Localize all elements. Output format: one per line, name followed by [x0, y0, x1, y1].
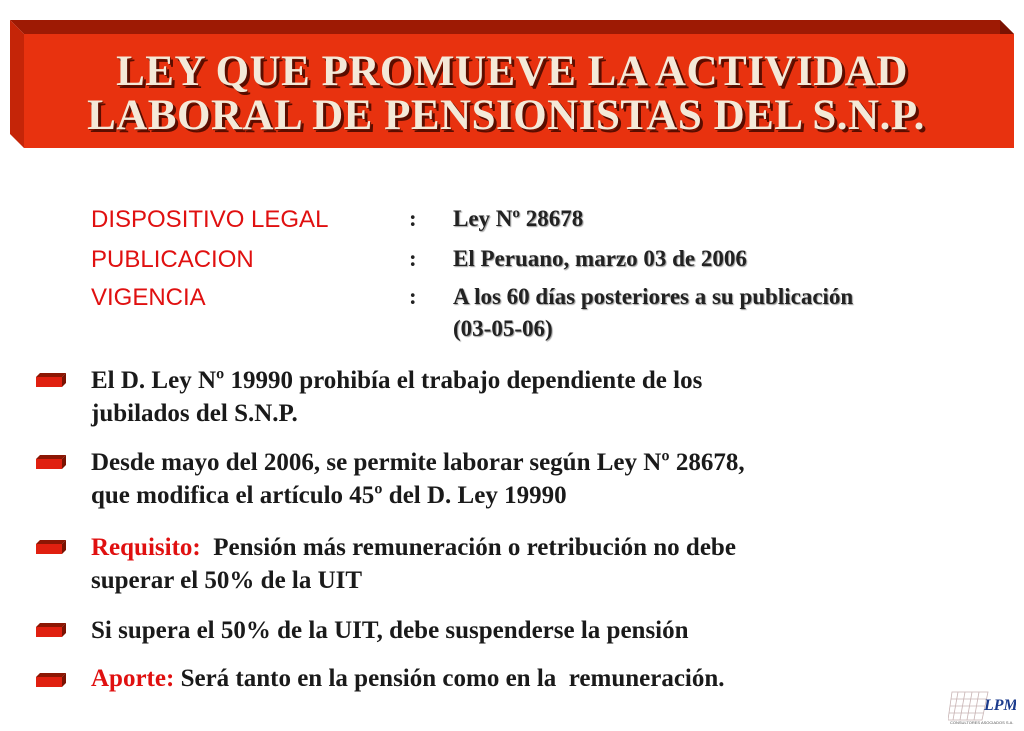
bullet-5-line-1: Será tanto en la pensión como en la remuneración. — [174, 665, 725, 692]
bullet-3-line-1: Pensión más remuneración o retribución no debe — [200, 534, 736, 561]
title-line-1: LEY QUE PROMUEVE LA ACTIVIDAD — [116, 48, 908, 95]
publicacion-colon: : — [409, 246, 417, 271]
bullet-icon — [36, 455, 66, 469]
bullet-icon — [36, 373, 66, 387]
requisito-label: Requisito: — [91, 534, 201, 561]
lpm-logo — [948, 690, 1016, 726]
bullet-2-line-2: que modifica el artículo 45º del D. Ley 19990 — [91, 482, 567, 509]
bullet-3-line-2: superar el 50% de la UIT — [91, 567, 363, 594]
bullet-item-4 — [91, 614, 991, 647]
dispositivo-label: DISPOSITIVO LEGAL — [91, 206, 329, 233]
vigencia-value-line2: (03-05-06) — [453, 316, 553, 341]
vigencia-value-line1: A los 60 días posteriores a su publicación — [453, 284, 854, 309]
vigencia-label: VIGENCIA — [91, 284, 206, 311]
bullet-4-line-1: Si supera el 50% de la UIT, debe suspenderse la pensión — [91, 617, 689, 644]
bullet-1-line-2: jubilados del S.N.P. — [91, 400, 298, 427]
bullet-item-3 — [91, 531, 991, 597]
bullet-icon — [36, 623, 66, 637]
bullet-icon — [36, 673, 66, 687]
page-title — [0, 50, 1024, 138]
publicacion-value: El Peruano, marzo 03 de 2006 — [453, 246, 747, 271]
logo-text: LPM — [984, 697, 1016, 714]
aporte-label: Aporte: — [91, 665, 175, 692]
bullet-item-1 — [91, 364, 991, 430]
title-line-2: LABORAL DE PENSIONISTAS DEL S.N.P. — [87, 92, 925, 139]
bullet-icon — [36, 540, 66, 554]
bullet-item-5 — [91, 662, 991, 695]
publicacion-label: PUBLICACION — [91, 246, 254, 273]
dispositivo-colon: : — [409, 206, 417, 231]
dispositivo-value: Ley Nº 28678 — [453, 206, 584, 231]
vigencia-colon: : — [409, 284, 417, 309]
bullet-2-line-1: Desde mayo del 2006, se permite laborar según Ley Nº 28678, — [91, 449, 745, 476]
logo-subtext: CONSULTORES ASOCIADOS S.A. — [950, 720, 1014, 725]
bullet-1-line-1: El D. Ley Nº 19990 prohibía el trabajo dependiente de los — [91, 367, 703, 394]
bullet-item-2 — [91, 446, 991, 512]
